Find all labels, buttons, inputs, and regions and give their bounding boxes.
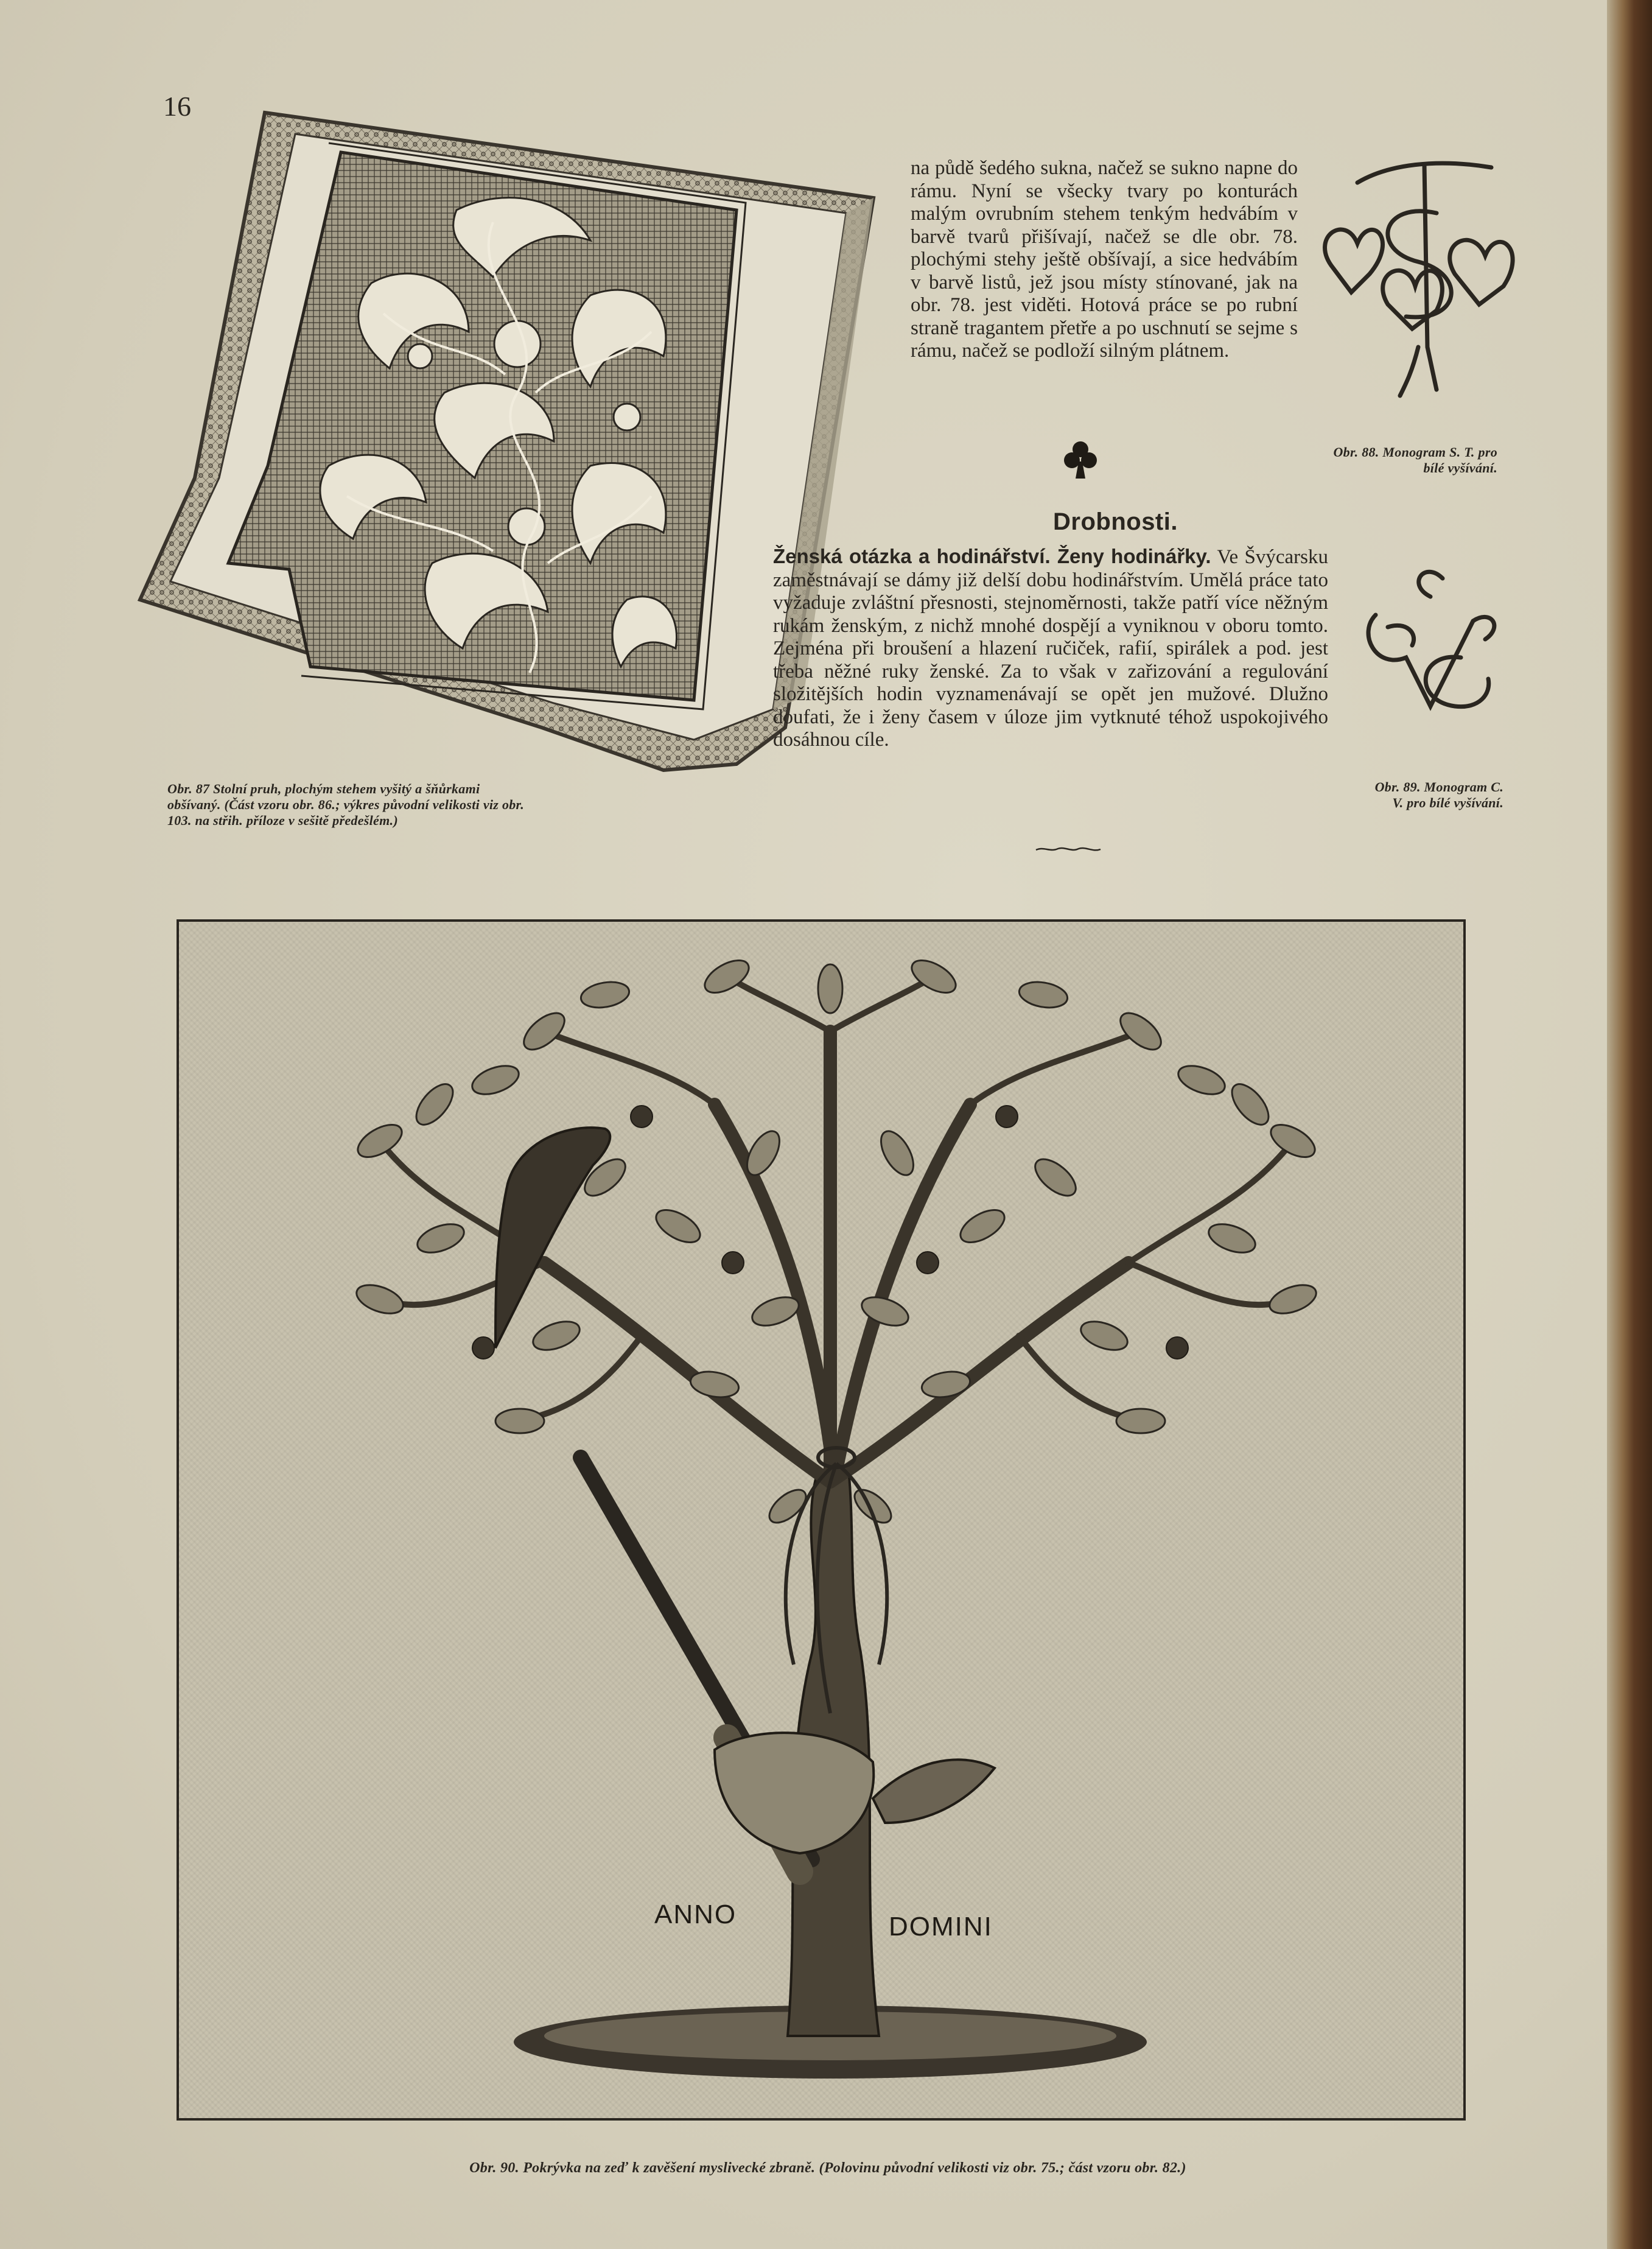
figure-90-wall-hanging	[177, 919, 1466, 2121]
tree-label-anno: ANNO	[654, 1900, 737, 1929]
continued-article-text	[911, 157, 1298, 363]
monogram-cv-icon	[1351, 560, 1510, 718]
decorative-rule	[1035, 845, 1102, 854]
caption-figure-88: Obr. 88. Monogram S. T. pro bílé vyšívání.	[1333, 444, 1497, 475]
caption-figure-87: Obr. 87 Stolní pruh, plochým stehem vyšitý a šňůrkami obšívaný. (Část vzoru obr. 86.; výkres původní velikosti viz obr. 103. na střih. příloze v sešitě předešlém.)	[167, 781, 524, 828]
club-fleuron-icon	[1062, 438, 1099, 481]
caption-figure-90: Obr. 90. Pokrývka na zeď k zavěšení myslivecké zbraně. (Polovinu původní velikosti viz obr. 75.; část vzoru obr. 82.)	[469, 2160, 1186, 2176]
figure-88-monogram-st	[1297, 146, 1516, 402]
tree-label-domini: DOMINI	[889, 1912, 993, 1942]
tree-embroidery-illustration	[179, 922, 1463, 2118]
article-drobnosti	[773, 545, 1328, 752]
figure-89-monogram-cv	[1351, 560, 1510, 718]
continued-paragraph: na půdě šedého sukna, načež se sukno napne do rámu. Nyní se všecky tvary po konturách malým ovrubním stehem tenkým hedvábím v barvě tvarů přišívají, načež se dle obr. 78. plochými stehy ještě obšívají, a sice hedvábím v barvě listů, jež jsou místy stínované, jak na obr. 78. jest viděti. Hotová práce se po rubní straně tragantem přetře a po uschnutí se sejme s rámu, načež se podloží silným plátnem.	[911, 157, 1298, 362]
article-lead: Ženská otázka a hodinářství. Ženy hodinářky.	[773, 545, 1211, 567]
article-paragraph	[773, 545, 1328, 752]
book-spine	[1607, 0, 1652, 2249]
caption-figure-89: Obr. 89. Monogram C. V. pro bílé vyšívání.	[1374, 779, 1503, 810]
monogram-st-icon	[1297, 146, 1516, 402]
page-number: 16	[163, 91, 191, 122]
section-heading: Drobnosti.	[1053, 508, 1178, 535]
article-body: Ve Švýcarsku zaměstnávají se dámy již delší dobu hodinářstvím. Umělá práce tato vyžaduje zvláštní přesnosti, stejnoměrnosti, takže patří více něžným rukám ženským, z nichž mnohé dospějí a vyniknou v oboru tomto. Zejména při broušení a hlazení ručiček, rafií, spirálek a pod. jest třeba něžné ruky ženské. Za to však v zařizování a regulování složitějších hodin vyznamenávají se opět jen mužové. Dlužno doufati, že i ženy časem v úloze jim vytknuté téhož uspokojivého dosáhnou cíle.	[773, 546, 1328, 751]
